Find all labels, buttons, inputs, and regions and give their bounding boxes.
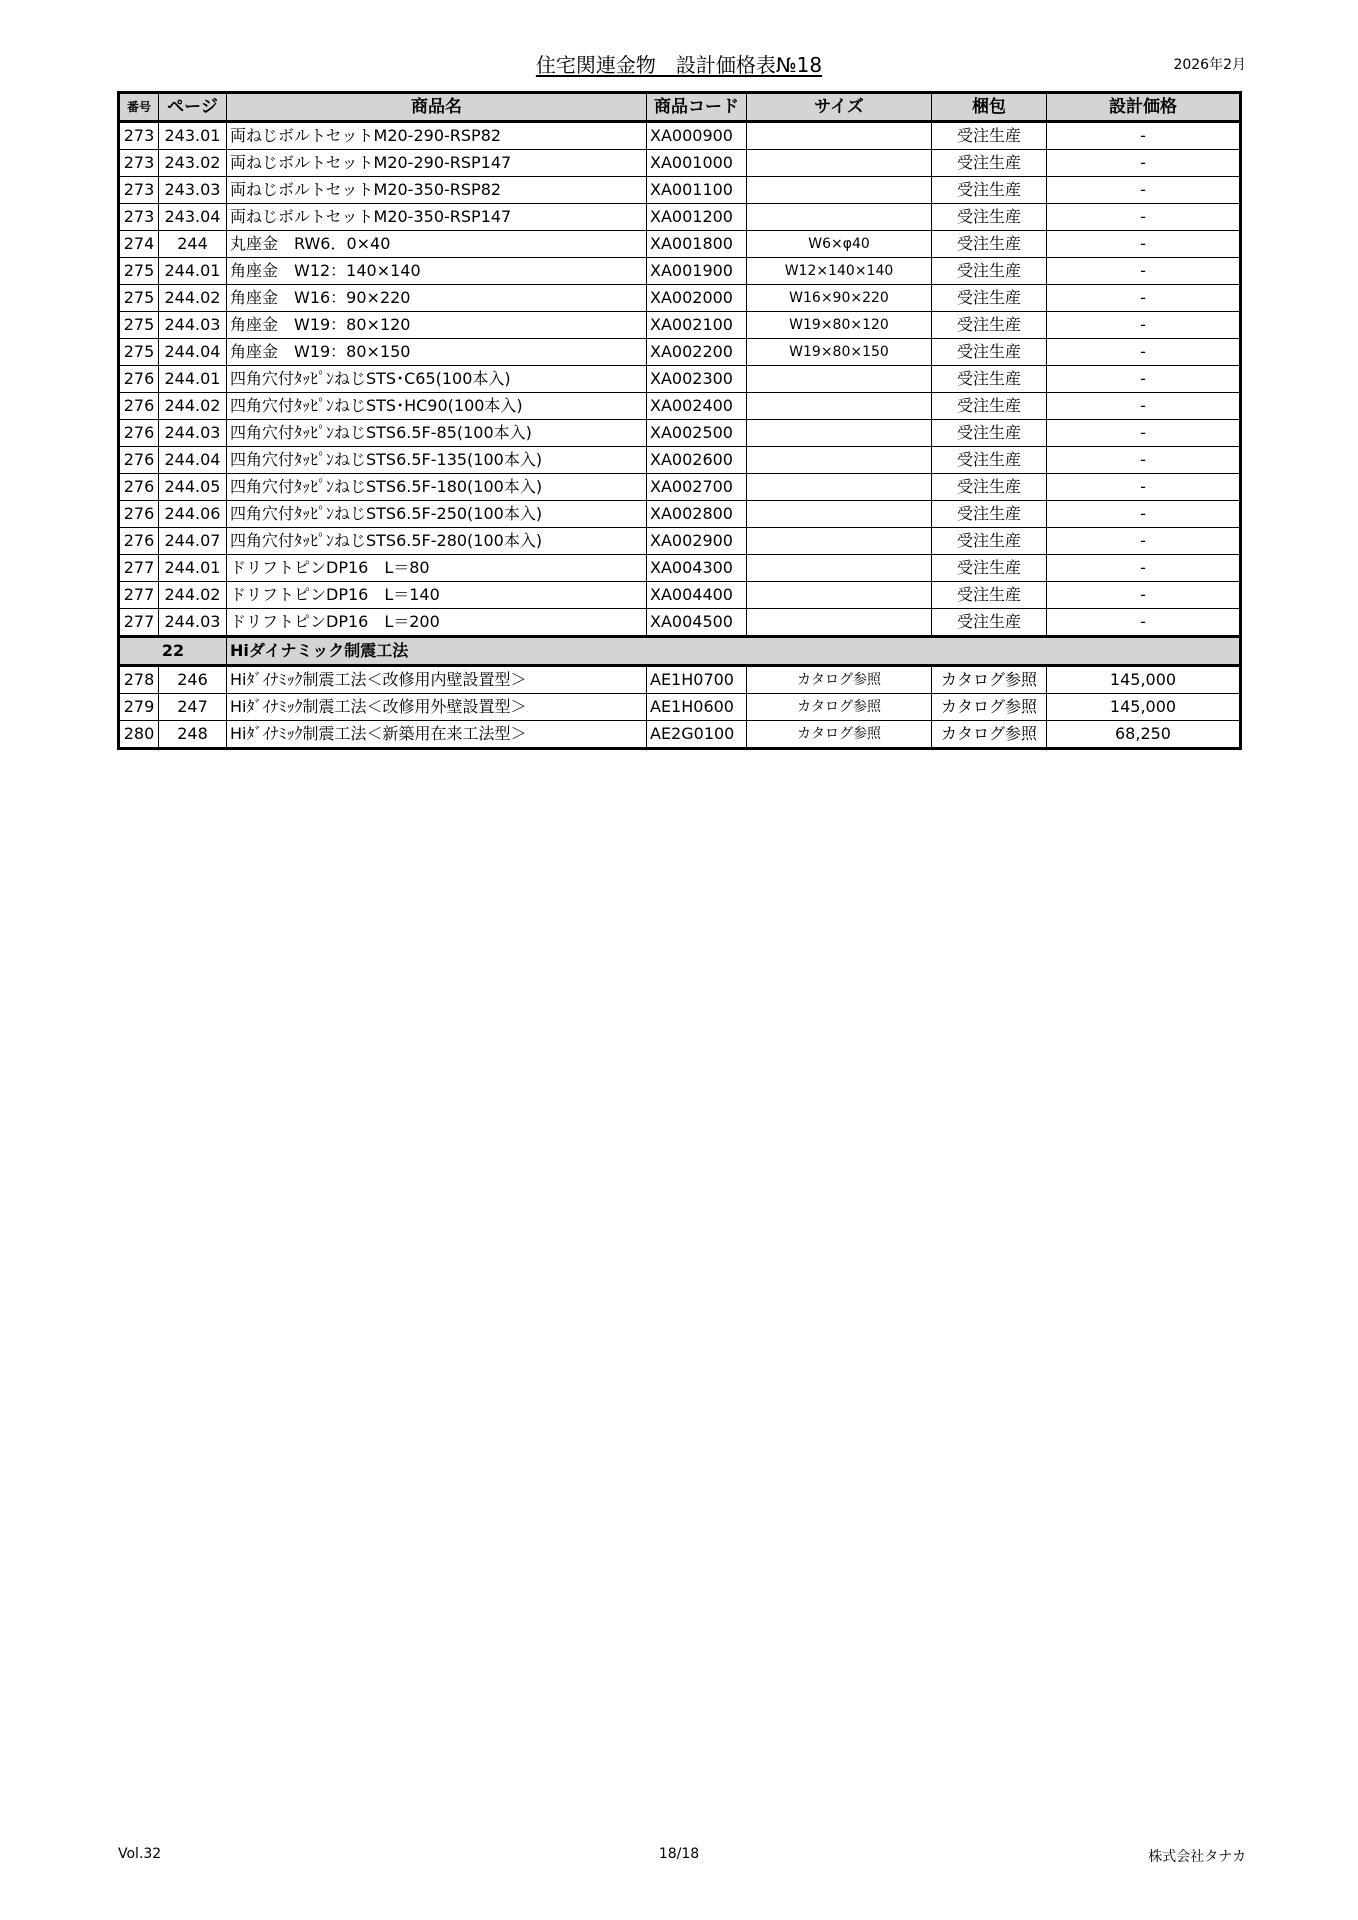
cell-packing: 受注生産: [932, 204, 1047, 231]
issue-date: 2026年2月: [1173, 57, 1246, 73]
cell-product-name: 四角穴付ﾀｯﾋﾟﾝねじSTS6.5F-280(100本入): [227, 528, 647, 555]
cell-packing: 受注生産: [932, 122, 1047, 150]
cell-page: 244.01: [159, 366, 227, 393]
footer-volume: Vol.32: [118, 1846, 162, 1862]
table-row: [119, 177, 1241, 204]
cell-product-name: 四角穴付ﾀｯﾋﾟﾝねじSTS･C65(100本入): [227, 366, 647, 393]
table-body-b: [119, 666, 1241, 749]
cell-packing: カタログ参照: [932, 694, 1047, 721]
col-header-packing: 梱包: [932, 93, 1047, 122]
cell-packing: 受注生産: [932, 177, 1047, 204]
table-row: [119, 339, 1241, 366]
cell-packing: 受注生産: [932, 258, 1047, 285]
cell-size: [747, 177, 932, 204]
cell-product-name: 角座金 W19：80×150: [227, 339, 647, 366]
cell-product-code: XA001900: [647, 258, 747, 285]
cell-packing: 受注生産: [932, 366, 1047, 393]
cell-page: 244.04: [159, 339, 227, 366]
cell-packing: 受注生産: [932, 393, 1047, 420]
cell-product-name: 四角穴付ﾀｯﾋﾟﾝねじSTS6.5F-135(100本入): [227, 447, 647, 474]
cell-product-name: Hiﾀﾞｲﾅﾐｯｸ制震工法＜改修用外壁設置型＞: [227, 694, 647, 721]
cell-packing: 受注生産: [932, 150, 1047, 177]
cell-product-code: XA000900: [647, 122, 747, 150]
cell-product-name: ドリフトピンDP16 L＝200: [227, 609, 647, 637]
cell-product-code: XA002600: [647, 447, 747, 474]
cell-size: [747, 528, 932, 555]
cell-design-price: 68,250: [1047, 721, 1241, 749]
section-body: [119, 637, 1241, 666]
cell-design-price: -: [1047, 177, 1241, 204]
cell-product-code: XA002400: [647, 393, 747, 420]
cell-product-name: Hiﾀﾞｲﾅﾐｯｸ制震工法＜改修用内壁設置型＞: [227, 666, 647, 694]
cell-product-code: XA002000: [647, 285, 747, 312]
cell-size: カタログ参照: [747, 694, 932, 721]
cell-number: 276: [119, 501, 159, 528]
cell-packing: 受注生産: [932, 231, 1047, 258]
table-row: [119, 609, 1241, 637]
cell-product-name: 両ねじボルトセットM20-350-RSP147: [227, 204, 647, 231]
footer-page-number: 18/18: [658, 1846, 700, 1862]
cell-size: W16×90×220: [747, 285, 932, 312]
cell-page: 244.02: [159, 285, 227, 312]
cell-size: [747, 474, 932, 501]
cell-product-name: ドリフトピンDP16 L＝140: [227, 582, 647, 609]
table-row: [119, 474, 1241, 501]
cell-product-code: AE1H0600: [647, 694, 747, 721]
section-title: Hiダイナミック制震工法: [227, 637, 1241, 666]
cell-number: 277: [119, 582, 159, 609]
cell-size: [747, 393, 932, 420]
cell-product-code: XA002100: [647, 312, 747, 339]
cell-design-price: -: [1047, 258, 1241, 285]
cell-product-name: 四角穴付ﾀｯﾋﾟﾝねじSTS･HC90(100本入): [227, 393, 647, 420]
cell-number: 275: [119, 312, 159, 339]
col-header-size: サイズ: [747, 93, 932, 122]
cell-number: 273: [119, 122, 159, 150]
cell-number: 276: [119, 474, 159, 501]
cell-product-name: 四角穴付ﾀｯﾋﾟﾝねじSTS6.5F-180(100本入): [227, 474, 647, 501]
cell-packing: 受注生産: [932, 528, 1047, 555]
cell-size: W6×φ40: [747, 231, 932, 258]
table-row: [119, 150, 1241, 177]
cell-size: [747, 447, 932, 474]
cell-product-name: 角座金 W19：80×120: [227, 312, 647, 339]
cell-page: 243.01: [159, 122, 227, 150]
cell-number: 279: [119, 694, 159, 721]
cell-page: 247: [159, 694, 227, 721]
table-row: [119, 312, 1241, 339]
cell-page: 244.05: [159, 474, 227, 501]
cell-product-code: XA002900: [647, 528, 747, 555]
cell-product-code: XA001800: [647, 231, 747, 258]
cell-design-price: 145,000: [1047, 694, 1241, 721]
cell-page: 244.06: [159, 501, 227, 528]
table-row: [119, 285, 1241, 312]
cell-design-price: -: [1047, 474, 1241, 501]
col-header-product-code: 商品コード: [647, 93, 747, 122]
cell-page: 244.03: [159, 420, 227, 447]
cell-number: 276: [119, 393, 159, 420]
cell-product-code: XA002800: [647, 501, 747, 528]
cell-page: 244.03: [159, 312, 227, 339]
table-body-a: [119, 122, 1241, 637]
cell-design-price: -: [1047, 555, 1241, 582]
cell-page: 244: [159, 231, 227, 258]
cell-product-code: AE2G0100: [647, 721, 747, 749]
cell-page: 248: [159, 721, 227, 749]
cell-design-price: -: [1047, 366, 1241, 393]
cell-product-code: XA002500: [647, 420, 747, 447]
cell-design-price: 145,000: [1047, 666, 1241, 694]
table-row: [119, 258, 1241, 285]
cell-size: [747, 122, 932, 150]
table-row: [119, 666, 1241, 694]
cell-product-code: XA002300: [647, 366, 747, 393]
cell-page: 244.02: [159, 582, 227, 609]
cell-packing: 受注生産: [932, 285, 1047, 312]
table-header-row: [119, 93, 1241, 122]
cell-number: 274: [119, 231, 159, 258]
cell-page: 243.02: [159, 150, 227, 177]
cell-product-name: 角座金 W12：140×140: [227, 258, 647, 285]
cell-number: 280: [119, 721, 159, 749]
cell-size: W12×140×140: [747, 258, 932, 285]
cell-number: 275: [119, 339, 159, 366]
cell-size: カタログ参照: [747, 666, 932, 694]
table-row: [119, 501, 1241, 528]
cell-size: カタログ参照: [747, 721, 932, 749]
cell-design-price: -: [1047, 582, 1241, 609]
cell-packing: カタログ参照: [932, 721, 1047, 749]
cell-size: [747, 582, 932, 609]
cell-page: 244.01: [159, 258, 227, 285]
col-header-number: 番号: [119, 93, 159, 122]
cell-packing: 受注生産: [932, 582, 1047, 609]
cell-product-name: 両ねじボルトセットM20-290-RSP147: [227, 150, 647, 177]
table-row: [119, 447, 1241, 474]
cell-page: 244.03: [159, 609, 227, 637]
cell-product-code: AE1H0700: [647, 666, 747, 694]
cell-product-code: XA004500: [647, 609, 747, 637]
price-table: [117, 91, 1242, 750]
cell-size: [747, 501, 932, 528]
table-row: [119, 420, 1241, 447]
cell-product-code: XA004400: [647, 582, 747, 609]
cell-page: 244.01: [159, 555, 227, 582]
cell-number: 278: [119, 666, 159, 694]
page-title: 住宅関連金物 設計価格表№18: [535, 53, 823, 77]
cell-page: 243.04: [159, 204, 227, 231]
col-header-design-price: 設計価格: [1047, 93, 1241, 122]
cell-number: 275: [119, 285, 159, 312]
cell-design-price: -: [1047, 501, 1241, 528]
table-row: [119, 694, 1241, 721]
cell-packing: 受注生産: [932, 447, 1047, 474]
cell-size: [747, 204, 932, 231]
cell-product-code: XA001100: [647, 177, 747, 204]
cell-size: W19×80×120: [747, 312, 932, 339]
cell-design-price: -: [1047, 447, 1241, 474]
table-row: [119, 366, 1241, 393]
cell-product-code: XA002700: [647, 474, 747, 501]
cell-size: W19×80×150: [747, 339, 932, 366]
cell-product-name: ドリフトピンDP16 L＝80: [227, 555, 647, 582]
cell-size: [747, 420, 932, 447]
cell-page: 243.03: [159, 177, 227, 204]
cell-design-price: -: [1047, 339, 1241, 366]
cell-packing: 受注生産: [932, 312, 1047, 339]
cell-product-name: Hiﾀﾞｲﾅﾐｯｸ制震工法＜新築用在来工法型＞: [227, 721, 647, 749]
cell-packing: 受注生産: [932, 555, 1047, 582]
table-row: [119, 122, 1241, 150]
cell-design-price: -: [1047, 231, 1241, 258]
table-row: [119, 204, 1241, 231]
cell-product-code: XA002200: [647, 339, 747, 366]
cell-design-price: -: [1047, 150, 1241, 177]
cell-size: [747, 609, 932, 637]
cell-design-price: -: [1047, 285, 1241, 312]
cell-packing: 受注生産: [932, 420, 1047, 447]
cell-size: [747, 366, 932, 393]
cell-number: 273: [119, 177, 159, 204]
cell-packing: 受注生産: [932, 474, 1047, 501]
section-number: 22: [119, 637, 227, 666]
cell-product-name: 角座金 W16：90×220: [227, 285, 647, 312]
cell-number: 277: [119, 555, 159, 582]
cell-page: 244.02: [159, 393, 227, 420]
cell-size: [747, 555, 932, 582]
cell-page: 244.04: [159, 447, 227, 474]
cell-product-name: 両ねじボルトセットM20-290-RSP82: [227, 122, 647, 150]
cell-product-code: XA001200: [647, 204, 747, 231]
cell-packing: 受注生産: [932, 339, 1047, 366]
table-row: [119, 231, 1241, 258]
table-row: [119, 393, 1241, 420]
cell-design-price: -: [1047, 528, 1241, 555]
table-row: [119, 582, 1241, 609]
section-row: [119, 637, 1241, 666]
cell-product-name: 両ねじボルトセットM20-350-RSP82: [227, 177, 647, 204]
cell-size: [747, 150, 932, 177]
cell-product-code: XA004300: [647, 555, 747, 582]
cell-number: 275: [119, 258, 159, 285]
cell-design-price: -: [1047, 122, 1241, 150]
cell-design-price: -: [1047, 420, 1241, 447]
cell-packing: 受注生産: [932, 609, 1047, 637]
cell-design-price: -: [1047, 204, 1241, 231]
cell-number: 273: [119, 204, 159, 231]
cell-page: 244.07: [159, 528, 227, 555]
cell-product-name: 四角穴付ﾀｯﾋﾟﾝねじSTS6.5F-250(100本入): [227, 501, 647, 528]
cell-number: 277: [119, 609, 159, 637]
cell-number: 276: [119, 528, 159, 555]
cell-packing: 受注生産: [932, 501, 1047, 528]
cell-number: 276: [119, 366, 159, 393]
table-row: [119, 721, 1241, 749]
cell-page: 246: [159, 666, 227, 694]
cell-product-name: 丸座金 RW6．0×40: [227, 231, 647, 258]
col-header-product-name: 商品名: [227, 93, 647, 122]
cell-number: 276: [119, 447, 159, 474]
cell-product-name: 四角穴付ﾀｯﾋﾟﾝねじSTS6.5F-85(100本入): [227, 420, 647, 447]
cell-product-code: XA001000: [647, 150, 747, 177]
col-header-page: ページ: [159, 93, 227, 122]
table-row: [119, 528, 1241, 555]
cell-design-price: -: [1047, 609, 1241, 637]
cell-packing: カタログ参照: [932, 666, 1047, 694]
cell-number: 276: [119, 420, 159, 447]
footer-company: 株式会社タナカ: [1148, 1849, 1246, 1865]
cell-design-price: -: [1047, 393, 1241, 420]
cell-number: 273: [119, 150, 159, 177]
cell-design-price: -: [1047, 312, 1241, 339]
table-row: [119, 555, 1241, 582]
